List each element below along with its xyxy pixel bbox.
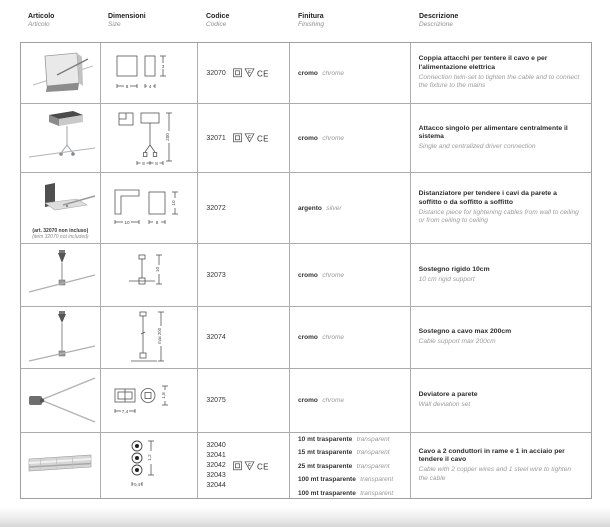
product-code: 32041 [206,451,226,459]
finish-en: chrome [322,334,345,341]
dim-height-label: 200 [165,133,171,141]
finish-it: 15 mt trasparente [298,449,353,457]
finish-list [298,433,393,498]
product-code: 32073 [206,271,226,279]
product-code: 32072 [206,204,226,212]
header-finitura [290,12,411,42]
product-image-twin-connector [21,43,101,103]
product-photo-icon [21,245,99,305]
description-en: Cable with 2 copper wires and 1 steel wire to tighten the cable [418,466,572,482]
note-it: (art. 32070 non incluso) [32,228,89,234]
finish-it: 100 mt trasparente [298,476,356,484]
dimensions-drawing [101,43,199,103]
dimensions-drawing [101,369,199,432]
finish-it: argento [298,204,322,212]
header-sublabel: Articolo [28,21,50,28]
finish-cell [290,104,411,172]
certification-icons [233,68,269,78]
header-sublabel: Codice [206,21,227,28]
product-code: 32075 [206,397,226,404]
dimension-diagram-icon [101,434,197,497]
table-body [20,42,592,499]
description-cell [411,369,591,432]
description-cell [411,307,591,368]
dim-width1-label: 10 [124,219,130,225]
code-cell [198,307,290,368]
finish-en: silver [326,204,342,212]
product-image-cable [21,433,101,498]
dim-width1-label: 8 [142,160,145,166]
dim-width2-label: 8 [155,160,158,166]
finish-en: transparent [360,489,394,497]
header-label: Finitura [298,13,324,20]
description-cell [411,433,591,498]
svg-text:F: F [247,69,251,75]
product-code-list [206,441,225,491]
header-codice [198,12,290,42]
dim-width1-label: 8 [125,83,129,89]
header-label: Codice [206,13,230,20]
finish-en: chrome [322,397,345,404]
description-it: Distanziatore per tendere i cavi da parete a soffitto o da soffitto a soffitto [418,190,557,206]
certification-icons [233,461,269,471]
dimension-diagram-icon [101,370,197,431]
description-cell [411,43,591,103]
product-code: 32044 [206,481,226,489]
finish-en: transparent [356,462,390,470]
product-note [21,228,100,240]
dim-width1-label: 0,4 [134,481,140,487]
f-mark-icon [245,69,254,77]
table-row [21,104,591,173]
code-cell [198,244,290,306]
description-it: Deviatore a parete [418,391,478,399]
description-en: Connection twin-set to tighten the cable and to connect the fixture to the mains [418,73,580,90]
description-cell [411,104,591,172]
description-en: Single and centralized driver connection [418,143,536,150]
finish-en: chrome [322,271,345,279]
class2-icon [233,134,241,142]
dim-height-label: max 200 [157,327,163,345]
product-photo-icon [21,370,99,431]
description-cell [411,173,591,243]
description-it: Attacco singolo per alimentare centralmente il sistema [418,124,568,140]
product-image-wall-deviator [21,369,101,432]
finish-en: transparent [360,476,394,484]
ce-icon: CE [256,134,269,143]
finish-en: chrome [322,69,345,77]
product-photo-icon [21,44,99,102]
table-row [21,433,591,498]
dimensions-drawing [101,173,199,243]
svg-text:F: F [247,134,251,140]
dim-width1-label: 7,4 [121,408,129,414]
dim-height-label: 1,2 [147,454,153,461]
dimension-diagram-icon [101,174,197,242]
finish-en: transparent [356,449,390,457]
table-row [21,244,591,307]
finish-cell [290,244,411,306]
ce-icon: CE [256,69,269,78]
table-row [21,43,591,104]
finish-cell [290,173,411,243]
dimensions-drawing [101,433,199,498]
product-code: 32040 [206,441,226,449]
finish-cell [290,433,411,498]
description-en: Wall deviation set [418,401,471,409]
finish-it: 10 mt trasparente [298,435,353,443]
f-mark-icon [245,134,254,142]
ce-icon: CE [256,461,269,471]
dim-height-label: 10 [171,200,177,206]
product-image-rigid-support [21,244,101,306]
dim-height-label: 10 [155,266,161,273]
finish-en: transparent [356,435,390,443]
dimension-diagram-icon [101,245,197,305]
dimensions-drawing [101,104,199,172]
product-image-central-driver [21,104,101,172]
dim-height-label: 1,8 [161,392,167,399]
description-en: Cable support max 200cm [418,338,496,346]
page-bottom-shadow [0,507,610,527]
product-code: 32043 [206,471,226,479]
finish-cell [290,369,411,432]
f-mark-icon [245,461,254,469]
code-cell [198,433,290,498]
catalog-table [20,12,592,499]
table-row [21,369,591,433]
product-code: 32070 [206,69,226,77]
table-row [21,173,591,244]
description-it: Sostegno a cavo max 200cm [418,328,512,336]
header-sublabel: Size [108,21,121,28]
class2-icon [233,461,241,469]
code-cell [198,43,290,103]
table-header [20,12,592,42]
dim-width2-label: 4 [148,83,152,89]
header-dimensioni [100,12,198,42]
header-sublabel: Finishing [298,21,325,28]
dimension-diagram-icon [101,105,197,171]
code-cell [198,104,290,172]
finish-it: cromo [298,397,318,404]
class2-icon [233,69,241,77]
product-code: 32071 [206,134,226,142]
description-it: Coppia attacchi per tentere il cavo e per l'alimentazione elettrica [418,55,548,71]
product-photo-icon [21,105,99,171]
finish-it: 25 mt trasparente [298,462,353,470]
note-en: (item 32070 not included) [32,234,89,240]
description-en: 10 cm rigid support [418,275,475,283]
dim-width2-label: 8 [155,219,159,225]
table-row [21,307,591,369]
finish-it: cromo [298,134,318,142]
product-photo-icon [21,434,99,497]
header-articolo [20,12,100,42]
dimensions-drawing [101,244,199,306]
dimension-diagram-icon [101,308,197,367]
finish-it: cromo [298,334,318,341]
certification-icons [233,133,269,143]
description-cell [411,244,591,306]
header-descrizione [411,12,592,42]
description-en: Distance piece for tightening cables from wall to ceiling or from ceiling to ceiling [418,208,579,225]
product-photo-icon [21,179,99,223]
code-cell [198,173,290,243]
dimensions-drawing [101,307,199,368]
product-image-cable-support [21,307,101,368]
dim-height-label: 3 [161,63,165,69]
finish-cell [290,43,411,103]
finish-it: cromo [298,69,318,77]
header-sublabel: Descrizione [419,21,453,28]
header-label: Articolo [28,13,55,20]
finish-it: cromo [298,271,318,279]
header-label: Dimensioni [108,13,146,20]
code-cell [198,369,290,432]
product-image-distance-piece [21,173,101,243]
description-it: Sostegno rigido 10cm [418,265,490,273]
finish-en: chrome [322,134,345,142]
description-it: Cavo a 2 conduttori in rame e 1 in acciaio per tendere il cavo [418,447,565,464]
header-label: Descrizione [419,13,459,20]
finish-cell [290,307,411,368]
svg-text:F: F [247,462,251,468]
product-code: 32042 [206,461,226,469]
finish-it: 100 mt trasparente [298,489,356,497]
product-photo-icon [21,308,99,367]
product-code: 32074 [206,334,226,341]
dimension-diagram-icon [101,44,197,102]
